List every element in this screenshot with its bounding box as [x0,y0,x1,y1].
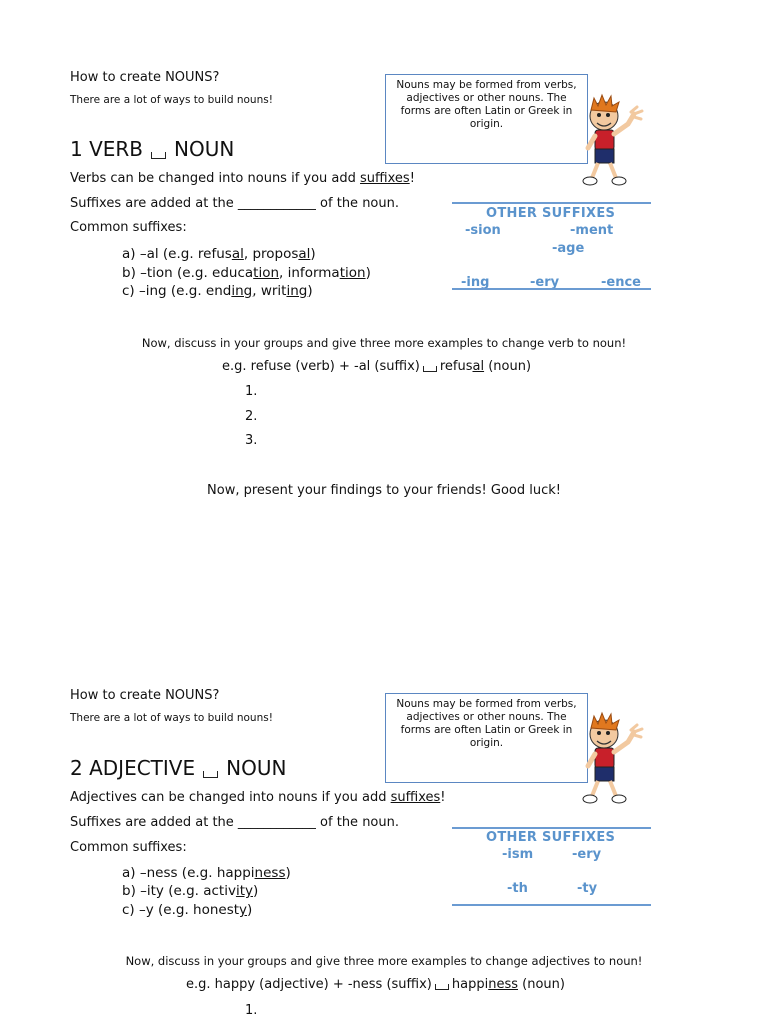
text: (noun) [518,977,565,992]
text: e.g. refuse (verb) + -al (suffix) [222,359,420,374]
title-right: NOUN [226,756,287,780]
closing-line: Now, present your findings to your friends! Good luck! [207,483,561,498]
suffix-item-a [122,865,291,881]
instruction-line-3: Common suffixes: [70,840,187,855]
underlined-text: al [231,246,244,262]
text: refus [439,359,473,374]
suffix-box-bottom-rule [452,904,651,906]
arrow-icon [151,152,166,159]
section-subheading: There are a lot of ways to build nouns! [70,712,273,724]
instruction-line-2: Suffixes are added at the ____________ of the noun. [70,196,399,211]
arrow-icon [423,366,437,372]
underlined-text: al [298,246,311,262]
suffix-tag: -ing [461,275,490,290]
title-left: 2 ADJECTIVE [70,756,196,780]
text: , writ [252,283,287,299]
section-title [70,756,286,780]
text: b) –ity (e.g. activ [122,883,236,899]
answer-number: 1. [245,1003,258,1018]
section-subheading: There are a lot of ways to build nouns! [70,94,273,106]
text: e.g. happy (adjective) + -ness (suffix) [186,977,432,992]
suffix-tag: -sion [465,223,501,238]
suffix-tag: -th [507,881,528,896]
instruction-line-1 [70,790,446,805]
underlined-text: ness [488,977,519,992]
text: Adjectives can be changed into nouns if you add [70,790,391,805]
text: a) –al (e.g. refus [122,246,232,262]
text: ) [253,883,259,899]
text: ) [285,865,291,881]
other-suffixes-title: OTHER SUFFIXES [486,830,616,845]
text: happi [451,977,489,992]
text: c) –ing (e.g. end [122,283,232,299]
suffix-tag: -ment [570,223,614,238]
instruction-line-2: Suffixes are added at the ____________ of the noun. [70,815,399,830]
underlined-text: ing [286,283,308,299]
underlined-text: ing [231,283,253,299]
suffix-item-c [122,902,252,918]
answer-number: 3. [245,433,258,448]
answer-number: 1. [245,384,258,399]
text: ! [409,171,415,186]
info-note: Nouns may be formed from verbs, adjectives or other nouns. The forms are often Latin or Greek in origin. [385,74,588,164]
instruction-line-1 [70,171,415,186]
suffix-box-top-rule [452,202,651,204]
underlined-text: y [239,902,248,918]
text: b) –tion (e.g. educa [122,265,254,281]
text: a) –ness (e.g. happi [122,865,255,881]
suffix-item-c [122,283,313,299]
suffix-tag: -ery [572,847,602,862]
example-line [186,977,565,992]
answer-number: 2. [245,409,258,424]
title-left: 1 VERB [70,137,144,161]
text: ) [247,902,253,918]
text: c) –y (e.g. honest [122,902,240,918]
title-right: NOUN [174,137,235,161]
text: ) [365,265,371,281]
underlined-text: suffixes [360,171,410,186]
text: , propos [243,246,299,262]
suffix-item-b [122,883,258,899]
discuss-instruction: Now, discuss in your groups and give three more examples to change verb to noun! [141,336,627,350]
suffix-tag: -ism [502,847,534,862]
section-title [70,137,234,161]
discuss-instruction: Now, discuss in your groups and give three more examples to change adjectives to noun! [125,954,643,968]
text: , informa [279,265,340,281]
text: Verbs can be changed into nouns if you add [70,171,361,186]
arrow-icon [435,984,449,990]
text: ) [310,246,316,262]
info-note: Nouns may be formed from verbs, adjectives or other nouns. The forms are often Latin or Greek in origin. [385,693,588,783]
suffix-box-bottom-rule [452,288,651,290]
suffix-tag: -ence [601,275,641,290]
underlined-text: suffixes [390,790,441,805]
underlined-text: ity [235,883,253,899]
arrow-icon [203,771,218,778]
suffix-item-a [122,246,316,262]
suffix-item-b [122,265,371,281]
text: ! [440,790,446,805]
suffix-tag: -ty [577,881,598,896]
text: ) [307,283,313,299]
underlined-text: tion [253,265,280,281]
suffix-box-top-rule [452,827,651,829]
cartoon-boy-icon [582,92,646,190]
section-heading: How to create NOUNS? [70,70,220,85]
suffix-tag: -ery [530,275,560,290]
suffix-tag: -age [552,241,585,256]
section-heading: How to create NOUNS? [70,688,220,703]
text: (noun) [484,359,532,374]
other-suffixes-title: OTHER SUFFIXES [486,206,616,221]
example-line [222,359,531,374]
underlined-text: al [472,359,485,374]
instruction-line-3: Common suffixes: [70,220,187,235]
underlined-text: tion [339,265,366,281]
underlined-text: ness [254,865,286,881]
cartoon-boy-icon [582,710,646,808]
